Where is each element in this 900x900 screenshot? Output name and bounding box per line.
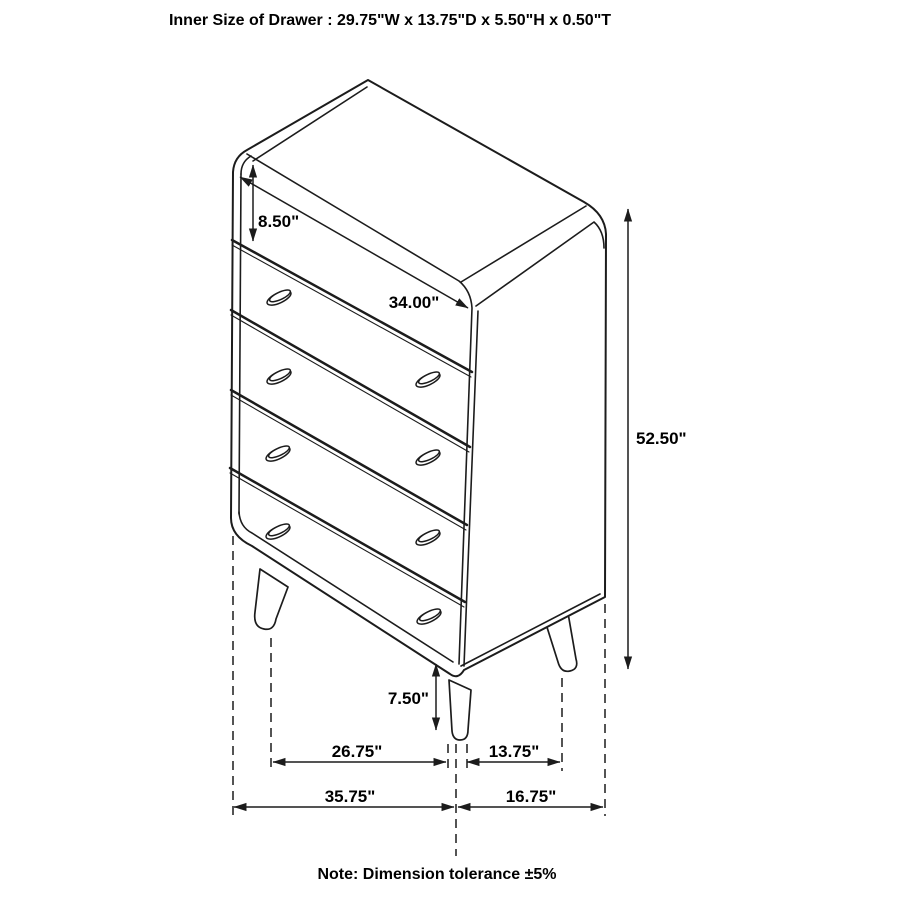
dimension-leg-height-label: 7.50" xyxy=(387,689,429,708)
front-left-leg xyxy=(255,569,288,629)
drawer-inner-size-title: Inner Size of Drawer : 29.75"W x 13.75"D x 5.50"H x 0.50"T xyxy=(168,12,612,29)
dimension-top-drawer-height-label: 8.50" xyxy=(258,212,300,231)
dimension-front-leg-spacing-label: 26.75" xyxy=(331,742,383,761)
dimension-overall-depth-label: 16.75" xyxy=(505,787,557,806)
tolerance-note: Note: Dimension tolerance ±5% xyxy=(317,866,557,883)
dimension-overall-width-label: 35.75" xyxy=(324,787,376,806)
front-corner-leg xyxy=(449,680,471,740)
dimension-front-width-label: 34.00" xyxy=(388,293,440,312)
dimension-overall-height-label: 52.50" xyxy=(636,429,687,448)
dimension-side-leg-spacing-label: 13.75" xyxy=(488,742,540,761)
